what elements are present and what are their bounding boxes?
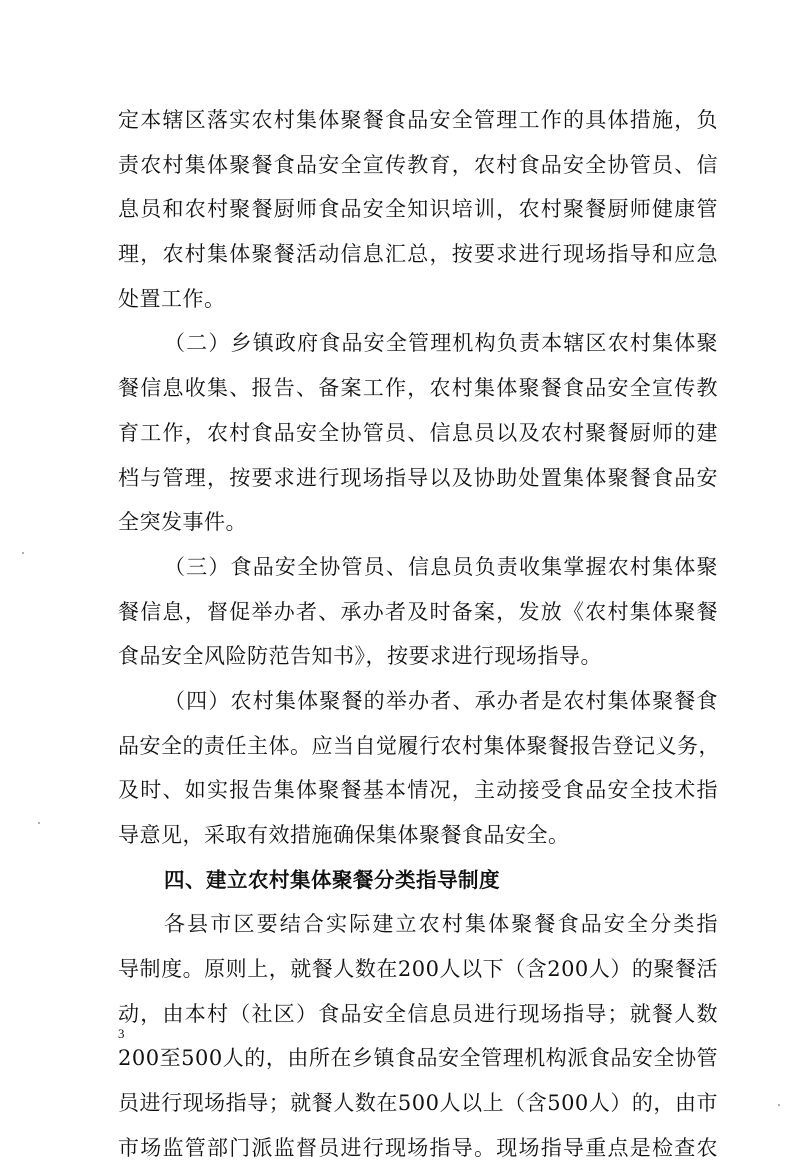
text-line: 各县市区要结合实际建立农村集体聚餐食品安全分类指 <box>164 912 718 937</box>
text-line: （四）农村集体聚餐的举办者、承办者是农村集体聚餐食 <box>164 688 718 713</box>
text-line: （二）乡镇政府食品安全管理机构负责本辖区农村集体聚 <box>164 331 718 356</box>
text-line: 餐信息，督促举办者、承办者及时备案，发放《农村集体聚餐 <box>118 599 718 624</box>
text-line: 责农村集体聚餐食品安全宣传教育，农村食品安全协管员、信 <box>118 152 718 177</box>
text-line: 品安全的责任主体。应当自觉履行农村集体聚餐报告登记义务， <box>118 733 720 758</box>
scan-speck <box>22 552 24 554</box>
text-line: 定本辖区落实农村集体聚餐食品安全管理工作的具体措施，负 <box>118 108 718 132</box>
text-line: 200至500人的，由所在乡镇食品安全管理机构派食品安全协管 <box>118 1046 718 1071</box>
text-line: 育工作，农村食品安全协管员、信息员以及农村聚餐厨师的建 <box>118 420 718 445</box>
text-line: 市场监管部门派监督员进行现场指导。现场指导重点是检查农 <box>118 1135 718 1160</box>
text-line: 息员和农村聚餐厨师食品安全知识培训，农村聚餐厨师健康管 <box>118 197 718 222</box>
body-text <box>118 98 718 1171</box>
text-line: 导制度。原则上，就餐人数在200人以下（含200人）的聚餐活 <box>118 957 718 982</box>
text-line: 全突发事件。 <box>118 510 247 535</box>
scan-speck <box>38 822 40 824</box>
text-line: 理，农村集体聚餐活动信息汇总，按要求进行现场指导和应急 <box>118 242 718 267</box>
text-line: 食品安全风险防范告知书》，按要求进行现场指导。 <box>118 644 602 669</box>
text-line: 处置工作。 <box>118 286 226 311</box>
text-line: 动，由本村（社区）食品安全信息员进行现场指导；就餐人数 <box>118 1001 718 1026</box>
section-heading: 四、建立农村集体聚餐分类指导制度 <box>164 867 500 892</box>
text-line: 导意见，采取有效措施确保集体聚餐食品安全。 <box>118 823 570 847</box>
page-number: 3 <box>118 1026 125 1041</box>
text-line: 员进行现场指导；就餐人数在500人以上（含500人）的，由市 <box>118 1091 718 1116</box>
scan-speck <box>778 1104 780 1106</box>
text-line: （三）食品安全协管员、信息员负责收集掌握农村集体聚 <box>164 554 718 579</box>
text-line: 及时、如实报告集体聚餐基本情况，主动接受食品安全技术指 <box>118 778 718 803</box>
text-line: 档与管理，按要求进行现场指导以及协助处置集体聚餐食品安 <box>118 465 718 490</box>
text-line: 餐信息收集、报告、备案工作，农村集体聚餐食品安全宣传教 <box>118 376 718 401</box>
